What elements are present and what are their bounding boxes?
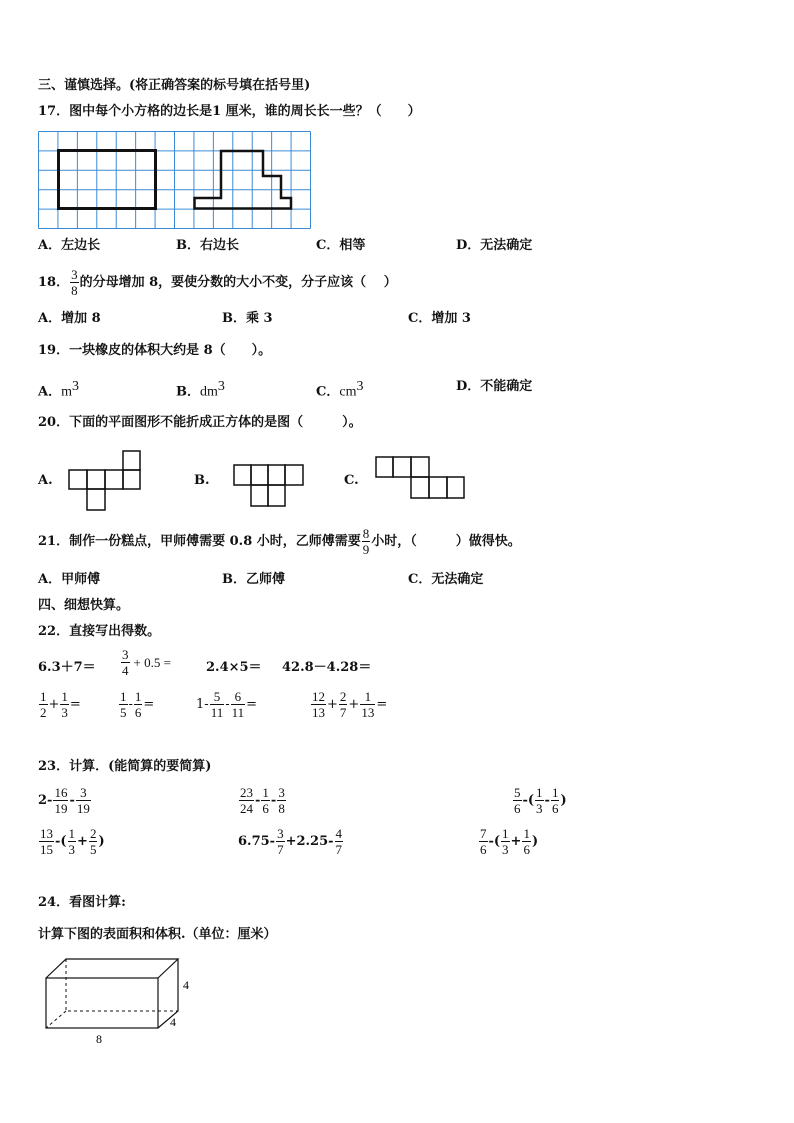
- question-21: 21．制作一份糕点，甲师傅需要 0.8 小时，乙师傅需要 $\frac{8}{9}$ 小时，（ ）做得快。: [38, 526, 521, 557]
- option-c: C．相等: [316, 238, 366, 253]
- expr-7: 1 - $\frac{5}{11}$ - $\frac{6}{11}$ =: [196, 689, 258, 720]
- expr-1: 6.3＋7＝: [38, 660, 96, 675]
- dim-length: 8: [96, 1032, 102, 1046]
- option-b: B．$dm^3$: [176, 379, 225, 400]
- expr-5: $\frac{1}{2}$ + $\frac{1}{3}$ =: [40, 689, 81, 720]
- option-c: C．增加 3: [408, 311, 471, 326]
- right-shape: [195, 151, 292, 209]
- option-c: C．$cm^3$: [316, 379, 364, 400]
- expr-8: $\frac{12}{13}$ + $\frac{2}{7}$ + $\frac{1}{13}$ =: [312, 689, 388, 720]
- calc-5: 6.75- $\frac{3}{7}$ +2.25- $\frac{4}{7}$: [238, 826, 343, 857]
- calc-2: $\frac{23}{24}$ - $\frac{1}{6}$ - $\frac{3}{8}$: [240, 785, 285, 816]
- question-20: 20．下面的平面图形不能折成正方体的是图（ ）。: [38, 415, 362, 430]
- cuboid-figure: [40, 955, 200, 1047]
- section-title: 三、谨慎选择。(将正确答案的标号填在括号里): [38, 78, 311, 93]
- question-18: 18． $\frac{3}{8}$ 的分母增加 8，要使分数的大小不变，分子应该（ ）: [38, 267, 397, 298]
- net-c: [375, 455, 467, 501]
- option-a: A．左边长: [38, 238, 101, 253]
- option-b: B．右边长: [176, 238, 239, 253]
- calc-3: $\frac{5}{6}$ -( $\frac{1}{3}$ - $\frac{1}{6}$ ): [514, 785, 567, 816]
- option-c: C．无法确定: [408, 572, 484, 587]
- calc-4: $\frac{13}{15}$ -( $\frac{1}{3}$ + $\frac{2}{5}$ ): [40, 826, 105, 857]
- option-b: B．乘 3: [222, 311, 273, 326]
- section-title: 四、细想快算。: [38, 598, 130, 613]
- question-24: 24．看图计算:: [38, 895, 126, 910]
- left-rectangle: [59, 151, 156, 209]
- label-a: A.: [38, 473, 53, 488]
- option-d: D．不能确定: [456, 379, 533, 394]
- grid-figure: [38, 131, 312, 229]
- net-b: [233, 463, 305, 509]
- expr-2: $\frac{3}{4}$ + 0.5 =: [122, 647, 171, 678]
- option-a: A．增加 8: [38, 311, 101, 326]
- question-19: 19．一块橡皮的体积大约是 8（ ）。: [38, 343, 272, 358]
- calc-1: 2- $\frac{16}{19}$ - $\frac{3}{19}$: [38, 785, 90, 816]
- option-b: B．乙师傅: [222, 572, 285, 587]
- question-17: 17．图中每个小方格的边长是1 厘米，谁的周长长一些？（ ）: [38, 104, 421, 119]
- expr-3: 2.4×5＝: [206, 660, 262, 675]
- option-a: A．甲师傅: [38, 572, 101, 587]
- option-a: A．$m^3$: [38, 379, 79, 400]
- net-a: [68, 449, 142, 513]
- question-22: 22．直接写出得数。: [38, 624, 161, 639]
- expr-6: $\frac{1}{5}$ - $\frac{1}{6}$ =: [120, 689, 155, 720]
- option-d: D．无法确定: [456, 238, 533, 253]
- calc-6: $\frac{7}{6}$ -( $\frac{1}{3}$ + $\frac{1}{6}$ ): [480, 826, 539, 857]
- dim-depth: 4: [170, 1015, 176, 1029]
- dim-height: 4: [183, 978, 189, 992]
- expr-4: 42.8－4.28＝: [282, 660, 372, 675]
- question-24-instruction: 计算下图的表面积和体积.（单位：厘米）: [38, 927, 277, 942]
- label-b: B.: [194, 473, 210, 488]
- question-23: 23．计算．(能简算的要简算): [38, 759, 212, 774]
- label-c: C.: [344, 473, 359, 488]
